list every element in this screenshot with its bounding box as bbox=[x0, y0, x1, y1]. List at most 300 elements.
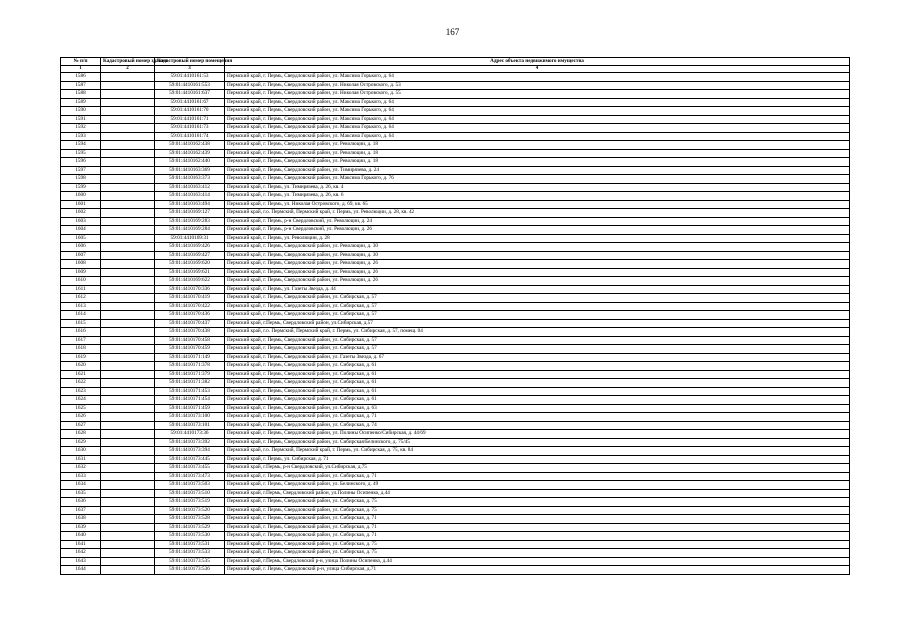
kad-room-cell: 59:01:4410171:379 bbox=[155, 370, 225, 379]
kad-building-cell bbox=[101, 379, 155, 388]
kad-room-cell: 59:01:4410171:459 bbox=[155, 404, 225, 413]
kad-room-cell: 59:01:4410171:378 bbox=[155, 362, 225, 371]
row-number: 1637 bbox=[61, 506, 101, 515]
kad-building-cell bbox=[101, 336, 155, 345]
row-number: 1601 bbox=[61, 200, 101, 209]
kad-building-cell bbox=[101, 268, 155, 277]
address-cell: Пермский край, г. Пермь, ул. Николая Островского, д. 69, кв. 65 bbox=[225, 200, 850, 209]
kad-building-cell bbox=[101, 192, 155, 201]
kad-building-cell bbox=[101, 285, 155, 294]
row-number: 1639 bbox=[61, 523, 101, 532]
address-cell: Пермский край, г. Пермь, Свердловский район, ул. Максима Горького, д. 64 bbox=[225, 98, 850, 107]
row-number: 1598 bbox=[61, 175, 101, 184]
address-cell: Пермский край, г. Пермь, Свердловский район, ул. Максима Горького, д. 64 bbox=[225, 132, 850, 141]
kad-building-cell bbox=[101, 464, 155, 473]
kad-building-cell bbox=[101, 98, 155, 107]
kad-room-cell: 59:01:4410163:414 bbox=[155, 192, 225, 201]
table-row bbox=[61, 226, 850, 235]
kad-room-cell: 59:01:4410173:530 bbox=[155, 532, 225, 541]
row-number: 1622 bbox=[61, 379, 101, 388]
address-cell: Пермский край, г. Пермь, Свердловский район, ул. Максима Горького, д. 64 bbox=[225, 124, 850, 133]
kad-room-cell: 59:01:4410173:503 bbox=[155, 481, 225, 490]
table-row bbox=[61, 98, 850, 107]
address-cell: Пермский край, г. Пермь, Свердловский район, ул. Сибирская/Белинского, д. 75/45 bbox=[225, 438, 850, 447]
row-number: 1634 bbox=[61, 481, 101, 490]
table-row bbox=[61, 107, 850, 116]
row-number: 1632 bbox=[61, 464, 101, 473]
row-number: 1612 bbox=[61, 294, 101, 303]
kad-building-cell bbox=[101, 294, 155, 303]
kad-room-cell: 59:01:4410161:71 bbox=[155, 115, 225, 124]
row-number: 1614 bbox=[61, 311, 101, 320]
kad-building-cell bbox=[101, 396, 155, 405]
column-number-3: 3 bbox=[155, 65, 225, 73]
table-row bbox=[61, 464, 850, 473]
kad-building-cell bbox=[101, 523, 155, 532]
property-register-table bbox=[60, 57, 850, 575]
kad-room-cell: 59:01:4410161:73 bbox=[155, 124, 225, 133]
kad-building-cell bbox=[101, 557, 155, 566]
kad-building-cell bbox=[101, 319, 155, 328]
kad-room-cell: 59:01:4410171:453 bbox=[155, 387, 225, 396]
row-number: 1604 bbox=[61, 226, 101, 235]
table-row bbox=[61, 175, 850, 184]
kad-room-cell: 59:01:4410161:53 bbox=[155, 73, 225, 82]
kad-room-cell: 59:01:4410169:31 bbox=[155, 234, 225, 243]
kad-building-cell bbox=[101, 200, 155, 209]
address-cell: Пермский край, г.о. Пермский, Пермский край, г. Пермь, ул. Сибирская, д. 75, кв. 84 bbox=[225, 447, 850, 456]
kad-room-cell: 59:01:4410173:394 bbox=[155, 447, 225, 456]
row-number: 1619 bbox=[61, 353, 101, 362]
kad-building-cell bbox=[101, 302, 155, 311]
row-number: 1643 bbox=[61, 557, 101, 566]
kad-building-cell bbox=[101, 183, 155, 192]
kad-room-cell: 59:01:4410162:438 bbox=[155, 141, 225, 150]
kad-building-cell bbox=[101, 472, 155, 481]
kad-building-cell bbox=[101, 532, 155, 541]
row-number: 1638 bbox=[61, 515, 101, 524]
table-row bbox=[61, 566, 850, 575]
table-row bbox=[61, 387, 850, 396]
kad-building-cell bbox=[101, 506, 155, 515]
address-cell: Пермский край, г. Пермь, Свердловский район, ул. Сибирская, д. 63 bbox=[225, 404, 850, 413]
table-row bbox=[61, 260, 850, 269]
row-number: 1630 bbox=[61, 447, 101, 456]
column-number-2: 2 bbox=[101, 65, 155, 73]
kad-building-cell bbox=[101, 234, 155, 243]
kad-building-cell bbox=[101, 175, 155, 184]
kad-building-cell bbox=[101, 387, 155, 396]
address-cell: Пермский край, г. Пермь, Свердловский район, ул. Сибирская, д. 71 bbox=[225, 515, 850, 524]
address-cell: Пермский край, г. Пермь, Свердловский район, ул. Революции, д. 30 bbox=[225, 243, 850, 252]
row-number: 1621 bbox=[61, 370, 101, 379]
row-number: 1624 bbox=[61, 396, 101, 405]
address-cell: Пермский край, г. Пермь, Свердловский район, ул. Сибирская, д. 61 bbox=[225, 396, 850, 405]
table-row bbox=[61, 438, 850, 447]
address-cell: Пермский край, г. Пермь, Свердловский р-н, улица Сибирская, д.71 bbox=[225, 566, 850, 575]
kad-building-cell bbox=[101, 455, 155, 464]
address-cell: Пермский край, г.о. Пермский, Пермский край, г. Пермь, ул. Сибирская, д. 57, помещ. 04 bbox=[225, 328, 850, 337]
table-row bbox=[61, 73, 850, 82]
row-number: 1597 bbox=[61, 166, 101, 175]
row-number: 1636 bbox=[61, 498, 101, 507]
kad-building-cell bbox=[101, 498, 155, 507]
address-cell: Пермский край, г. Пермь, Свердловский район, ул. Сибирская, д. 71 bbox=[225, 472, 850, 481]
kad-room-cell: 59:01:4410163:373 bbox=[155, 175, 225, 184]
kad-building-cell bbox=[101, 540, 155, 549]
address-cell: Пермский край, г. Пермь, ул. Тимирязева, д. 26, кв. 6 bbox=[225, 192, 850, 201]
row-number: 1606 bbox=[61, 243, 101, 252]
kad-room-cell: 59:01:4410169:622 bbox=[155, 277, 225, 286]
address-cell: Пермский край, г. Пермь, Свердловский район, ул. Сибирская, д. 57 bbox=[225, 345, 850, 354]
address-cell: Пермский край, г. Пермь, Свердловский район, ул. Сибирская, д. 57 bbox=[225, 294, 850, 303]
table-row bbox=[61, 336, 850, 345]
table-row bbox=[61, 251, 850, 260]
row-number: 1625 bbox=[61, 404, 101, 413]
table-row bbox=[61, 447, 850, 456]
kad-room-cell: 59:01:4410171:149 bbox=[155, 353, 225, 362]
table-row bbox=[61, 540, 850, 549]
table-row bbox=[61, 132, 850, 141]
row-number: 1626 bbox=[61, 413, 101, 422]
kad-building-cell bbox=[101, 413, 155, 422]
address-cell: Пермский край, г. Пермь, Свердловский район, ул. Сибирская, д. 75 bbox=[225, 498, 850, 507]
kad-building-cell bbox=[101, 311, 155, 320]
kad-room-cell: 59:01:4410169:621 bbox=[155, 268, 225, 277]
kad-building-cell bbox=[101, 447, 155, 456]
table-row bbox=[61, 430, 850, 439]
kad-room-cell: 59:01:4410169:427 bbox=[155, 251, 225, 260]
table-row bbox=[61, 90, 850, 99]
kad-room-cell: 59:01:4410173:392 bbox=[155, 438, 225, 447]
kad-room-cell: 59:01:4410170:422 bbox=[155, 302, 225, 311]
header-kad-room: Кадастровый номер помещения bbox=[155, 58, 225, 66]
header-kad-building: Кадастровый номер здания bbox=[101, 58, 155, 66]
kad-building-cell bbox=[101, 115, 155, 124]
kad-building-cell bbox=[101, 370, 155, 379]
row-number: 1599 bbox=[61, 183, 101, 192]
row-number: 1593 bbox=[61, 132, 101, 141]
kad-room-cell: 59:01:4410163:494 bbox=[155, 200, 225, 209]
table-row bbox=[61, 294, 850, 303]
address-cell: Пермский край, г. Пермь, Свердловский район, ул. Тимирязева, д. 24 bbox=[225, 166, 850, 175]
kad-room-cell: 59:01:4410173:519 bbox=[155, 498, 225, 507]
row-number: 1603 bbox=[61, 217, 101, 226]
row-number: 1588 bbox=[61, 90, 101, 99]
table-row bbox=[61, 285, 850, 294]
kad-room-cell: 59:01:4410173:101 bbox=[155, 421, 225, 430]
row-number: 1635 bbox=[61, 489, 101, 498]
kad-room-cell: 59:01:4410173:535 bbox=[155, 557, 225, 566]
address-cell: Пермский край, г.Пермь, Свердловский район, ул.Полины Осипенко, д.44 bbox=[225, 489, 850, 498]
row-number: 1608 bbox=[61, 260, 101, 269]
address-cell: Пермский край, г. Пермь, Свердловский район, ул. Сибирская, д. 61 bbox=[225, 370, 850, 379]
table-row bbox=[61, 302, 850, 311]
kad-room-cell: 59:01:4410173:100 bbox=[155, 413, 225, 422]
table-row bbox=[61, 115, 850, 124]
row-number: 1596 bbox=[61, 158, 101, 167]
kad-building-cell bbox=[101, 260, 155, 269]
table-row bbox=[61, 268, 850, 277]
kad-building-cell bbox=[101, 217, 155, 226]
table-row bbox=[61, 396, 850, 405]
table-row bbox=[61, 141, 850, 150]
table-row bbox=[61, 379, 850, 388]
table-row bbox=[61, 362, 850, 371]
row-number: 1602 bbox=[61, 209, 101, 218]
kad-building-cell bbox=[101, 124, 155, 133]
table-row bbox=[61, 523, 850, 532]
address-cell: Пермский край, г. Пермь, Свердловский район, ул. Революции, д. 26 bbox=[225, 268, 850, 277]
kad-building-cell bbox=[101, 489, 155, 498]
kad-building-cell bbox=[101, 430, 155, 439]
address-cell: Пермский край, г. Пермь, ул. Тимирязева, д. 26, кв. 4 bbox=[225, 183, 850, 192]
table-row bbox=[61, 549, 850, 558]
table-row bbox=[61, 192, 850, 201]
row-number: 1609 bbox=[61, 268, 101, 277]
address-cell: Пермский край, г. Пермь, Свердловский район, ул. Белинского, д. 49 bbox=[225, 481, 850, 490]
column-number-1: 1 bbox=[61, 65, 101, 73]
kad-room-cell: 59:01:4410161:637 bbox=[155, 90, 225, 99]
table-row bbox=[61, 455, 850, 464]
table-row bbox=[61, 234, 850, 243]
table-row bbox=[61, 557, 850, 566]
kad-room-cell: 59:01:4410163:369 bbox=[155, 166, 225, 175]
row-number: 1615 bbox=[61, 319, 101, 328]
kad-room-cell: 59:01:4410170:436 bbox=[155, 311, 225, 320]
row-number: 1589 bbox=[61, 98, 101, 107]
kad-building-cell bbox=[101, 141, 155, 150]
table-row bbox=[61, 149, 850, 158]
kad-room-cell: 59:01:4410173:533 bbox=[155, 549, 225, 558]
address-cell: Пермский край, г. Пермь, Свердловский район, ул. Революции, д. 26 bbox=[225, 277, 850, 286]
table-row bbox=[61, 421, 850, 430]
address-cell: Пермский край, г. Пермь, Свердловский район, ул. Максима Горького, д. 76 bbox=[225, 175, 850, 184]
address-cell: Пермский край, г. Пермь, Свердловский район, ул. Сибирская, д. 71 bbox=[225, 413, 850, 422]
kad-room-cell: 59:01:4410173:536 bbox=[155, 566, 225, 575]
kad-room-cell: 59:01:4410161:67 bbox=[155, 98, 225, 107]
table-row bbox=[61, 515, 850, 524]
table-row bbox=[61, 345, 850, 354]
kad-building-cell bbox=[101, 404, 155, 413]
row-number: 1590 bbox=[61, 107, 101, 116]
table-body bbox=[61, 73, 850, 575]
row-number: 1618 bbox=[61, 345, 101, 354]
address-cell: Пермский край, г.Пермь, Свердловский район, ул.Сибирская, д.57 bbox=[225, 319, 850, 328]
row-number: 1610 bbox=[61, 277, 101, 286]
address-cell: Пермский край, г. Пермь, Свердловский район, ул. Максима Горького, д. 64 bbox=[225, 73, 850, 82]
kad-building-cell bbox=[101, 421, 155, 430]
address-cell: Пермский край, г. Пермь, Свердловский район, ул. Революции, д. 26 bbox=[225, 260, 850, 269]
kad-building-cell bbox=[101, 107, 155, 116]
address-cell: Пермский край, г. Пермь, Свердловский район, ул. Сибирская, д. 61 bbox=[225, 387, 850, 396]
address-cell: Пермский край, г. Пермь, Свердловский район, ул. Сибирская, д. 71 bbox=[225, 523, 850, 532]
address-cell: Пермский край, г. Пермь, Свердловский район, ул. Николая Островского, д. 55 bbox=[225, 90, 850, 99]
table-row bbox=[61, 498, 850, 507]
address-cell: Пермский край, г. Пермь, Свердловский район, ул. Сибирская, д. 75 bbox=[225, 549, 850, 558]
page-number: 167 bbox=[445, 27, 460, 37]
address-cell: Пермский край, г. Пермь, ул. Сибирская, д. 71 bbox=[225, 455, 850, 464]
header-num: № п/п bbox=[61, 58, 101, 66]
row-number: 1631 bbox=[61, 455, 101, 464]
row-number: 1627 bbox=[61, 421, 101, 430]
table-row bbox=[61, 506, 850, 515]
kad-building-cell bbox=[101, 209, 155, 218]
row-number: 1623 bbox=[61, 387, 101, 396]
address-cell: Пермский край, г. Пермь, Свердловский район, ул. Сибирская, д. 71 bbox=[225, 532, 850, 541]
table-row bbox=[61, 353, 850, 362]
kad-room-cell: 59:01:4410173:445 bbox=[155, 455, 225, 464]
kad-room-cell: 59:01:4410173:528 bbox=[155, 515, 225, 524]
row-number: 1617 bbox=[61, 336, 101, 345]
row-number: 1595 bbox=[61, 149, 101, 158]
kad-room-cell: 59:01:4410173:455 bbox=[155, 464, 225, 473]
table-row bbox=[61, 200, 850, 209]
kad-building-cell bbox=[101, 438, 155, 447]
row-number: 1592 bbox=[61, 124, 101, 133]
table-row bbox=[61, 404, 850, 413]
kad-building-cell bbox=[101, 353, 155, 362]
table-row bbox=[61, 124, 850, 133]
kad-room-cell: 59:01:4410173:473 bbox=[155, 472, 225, 481]
kad-room-cell: 59:01:4410170:459 bbox=[155, 345, 225, 354]
table-row bbox=[61, 166, 850, 175]
table-row bbox=[61, 277, 850, 286]
row-number: 1600 bbox=[61, 192, 101, 201]
address-cell: Пермский край, г. Пермь, Свердловский район, ул. Революции, д. 18 bbox=[225, 158, 850, 167]
table-row bbox=[61, 158, 850, 167]
kad-building-cell bbox=[101, 277, 155, 286]
address-cell: Пермский край, г. Пермь, ул. Газеты Звезда, д. 44 bbox=[225, 285, 850, 294]
table-row bbox=[61, 209, 850, 218]
table-row bbox=[61, 328, 850, 337]
column-number-4: 4 bbox=[225, 65, 850, 73]
row-number: 1591 bbox=[61, 115, 101, 124]
kad-room-cell: 59:01:4410170:458 bbox=[155, 336, 225, 345]
kad-room-cell: 59:01:4410171:454 bbox=[155, 396, 225, 405]
kad-room-cell: 59:01:4410170:336 bbox=[155, 285, 225, 294]
header-address: Адрес объекта недвижимого имущества bbox=[225, 58, 850, 66]
row-number: 1629 bbox=[61, 438, 101, 447]
kad-building-cell bbox=[101, 328, 155, 337]
table-row bbox=[61, 319, 850, 328]
table-row bbox=[61, 243, 850, 252]
kad-building-cell bbox=[101, 158, 155, 167]
kad-room-cell: 59:01:4410162:439 bbox=[155, 149, 225, 158]
table-row bbox=[61, 472, 850, 481]
address-cell: Пермский край, г. Пермь, Свердловский район, ул. Революции, д. 18 bbox=[225, 141, 850, 150]
kad-room-cell: 59:01:4410173:36 bbox=[155, 430, 225, 439]
address-cell: Пермский край, г. Пермь, р-н Свердловский, ул. Революции, д. 26 bbox=[225, 226, 850, 235]
row-number: 1594 bbox=[61, 141, 101, 150]
address-cell: Пермский край, г.Пермь, Свердловский р-н, улица Полины Осипенко, д.44 bbox=[225, 557, 850, 566]
address-cell: Пермский край, г. Пермь, Свердловский район, ул. Революции, д. 18 bbox=[225, 149, 850, 158]
row-number: 1633 bbox=[61, 472, 101, 481]
table-row bbox=[61, 81, 850, 90]
row-number: 1642 bbox=[61, 549, 101, 558]
kad-room-cell: 59:01:4410163:412 bbox=[155, 183, 225, 192]
address-cell: Пермский край, г. Пермь, Свердловский район, ул. Сибирская, д. 57 bbox=[225, 311, 850, 320]
kad-room-cell: 59:01:4410169:426 bbox=[155, 243, 225, 252]
kad-room-cell: 59:01:4410173:529 bbox=[155, 523, 225, 532]
kad-room-cell: 59:01:4410169:620 bbox=[155, 260, 225, 269]
row-number: 1605 bbox=[61, 234, 101, 243]
kad-building-cell bbox=[101, 481, 155, 490]
kad-room-cell: 59:01:4410169:283 bbox=[155, 217, 225, 226]
kad-building-cell bbox=[101, 566, 155, 575]
table-row bbox=[61, 489, 850, 498]
kad-room-cell: 59:01:4410161:553 bbox=[155, 81, 225, 90]
table-row bbox=[61, 481, 850, 490]
row-number: 1611 bbox=[61, 285, 101, 294]
row-number: 1613 bbox=[61, 302, 101, 311]
row-number: 1607 bbox=[61, 251, 101, 260]
row-number: 1644 bbox=[61, 566, 101, 575]
address-cell: Пермский край, г. Пермь, Свердловский район, ул. Революции, д. 30 bbox=[225, 251, 850, 260]
address-cell: Пермский край, г. Пермь, Свердловский район, ул. Сибирская, д. 61 bbox=[225, 379, 850, 388]
table-row bbox=[61, 311, 850, 320]
kad-building-cell bbox=[101, 166, 155, 175]
kad-room-cell: 59:01:4410169:284 bbox=[155, 226, 225, 235]
kad-building-cell bbox=[101, 243, 155, 252]
address-cell: Пермский край, г. Пермь, Свердловский район, ул. Максима Горького, д. 64 bbox=[225, 115, 850, 124]
kad-building-cell bbox=[101, 515, 155, 524]
kad-building-cell bbox=[101, 226, 155, 235]
address-cell: Пермский край, г. Пермь, Свердловский район, ул. Николая Островского, д. 53 bbox=[225, 81, 850, 90]
kad-room-cell: 59:01:4410173:531 bbox=[155, 540, 225, 549]
address-cell: Пермский край, г. Пермь, Свердловский район, ул. Сибирская, д. 74 bbox=[225, 421, 850, 430]
kad-building-cell bbox=[101, 345, 155, 354]
row-number: 1620 bbox=[61, 362, 101, 371]
row-number: 1641 bbox=[61, 540, 101, 549]
address-cell: Пермский край, г. Пермь, р-н Свердловский, ул. Революции, д. 24 bbox=[225, 217, 850, 226]
table-header bbox=[61, 58, 850, 73]
kad-room-cell: 59:01:4410171:382 bbox=[155, 379, 225, 388]
kad-building-cell bbox=[101, 549, 155, 558]
address-cell: Пермский край, г.о. Пермский, Пермский край, г. Пермь, ул. Революции, д. 28, кв. 42 bbox=[225, 209, 850, 218]
kad-building-cell bbox=[101, 81, 155, 90]
address-cell: Пермский край, г. Пермь, Свердловский район, ул. Газеты Звезда, д. 67 bbox=[225, 353, 850, 362]
address-cell: Пермский край, г.Пермь, р-н Свердловский, ул.Сибирская, д.75 bbox=[225, 464, 850, 473]
address-cell: Пермский край, г. Пермь, Свердловский район, ул. Полины Осипенко/Сибирская, д. 44/69 bbox=[225, 430, 850, 439]
kad-room-cell: 59:01:4410173:520 bbox=[155, 506, 225, 515]
address-cell: Пермский край, г. Пермь, Свердловский район, ул. Сибирская, д. 75 bbox=[225, 506, 850, 515]
table-row bbox=[61, 370, 850, 379]
kad-room-cell: 59:01:4410173:510 bbox=[155, 489, 225, 498]
row-number: 1587 bbox=[61, 81, 101, 90]
address-cell: Пермский край, г. Пермь, Свердловский район, ул. Сибирская, д. 75 bbox=[225, 540, 850, 549]
row-number: 1640 bbox=[61, 532, 101, 541]
row-number: 1586 bbox=[61, 73, 101, 82]
address-cell: Пермский край, г. Пермь, Свердловский район, ул. Сибирская, д. 61 bbox=[225, 362, 850, 371]
kad-room-cell: 59:01:4410161:70 bbox=[155, 107, 225, 116]
kad-room-cell: 59:01:4410162:440 bbox=[155, 158, 225, 167]
address-cell: Пермский край, г. Пермь, Свердловский район, ул. Сибирская, д. 57 bbox=[225, 302, 850, 311]
kad-room-cell: 59:01:4410169:127 bbox=[155, 209, 225, 218]
kad-building-cell bbox=[101, 90, 155, 99]
kad-room-cell: 59:01:4410170:437 bbox=[155, 319, 225, 328]
kad-building-cell bbox=[101, 251, 155, 260]
address-cell: Пермский край, г. Пермь, Свердловский район, ул. Максима Горького, д. 64 bbox=[225, 107, 850, 116]
address-cell: Пермский край, г. Пермь, ул. Революции, д. 28 bbox=[225, 234, 850, 243]
address-cell: Пермский край, г. Пермь, Свердловский район, ул. Сибирская, д. 57 bbox=[225, 336, 850, 345]
table-row bbox=[61, 217, 850, 226]
table-row bbox=[61, 413, 850, 422]
kad-building-cell bbox=[101, 132, 155, 141]
kad-room-cell: 59:01:4410170:419 bbox=[155, 294, 225, 303]
kad-building-cell bbox=[101, 73, 155, 82]
kad-building-cell bbox=[101, 149, 155, 158]
